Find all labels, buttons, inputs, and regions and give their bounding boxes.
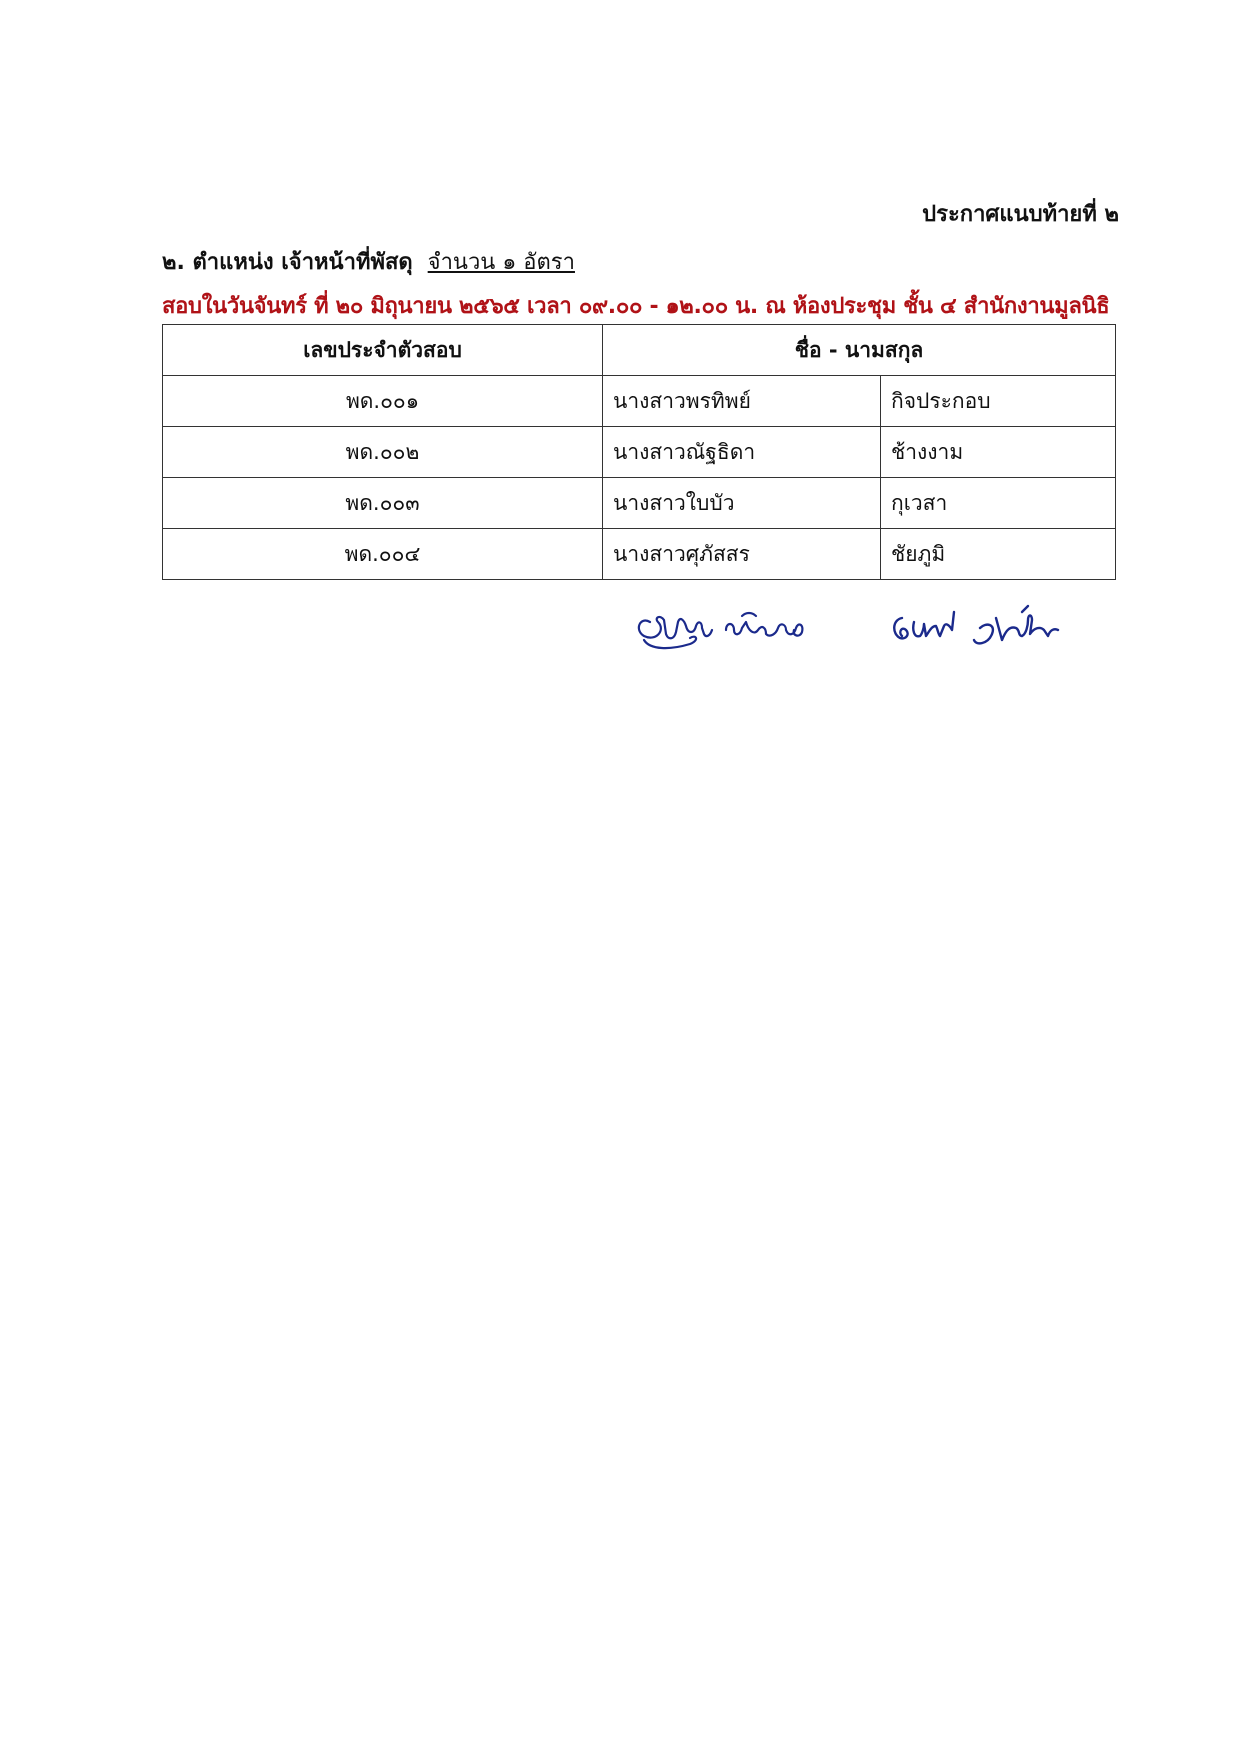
first-name-cell: นางสาวณัฐธิดา (603, 427, 881, 478)
first-name-cell: นางสาวศุภัสสร (603, 529, 881, 580)
table-row (163, 529, 1116, 580)
exam-id-cell: พด.๐๐๓ (163, 478, 603, 529)
header-full-name: ชื่อ - นามสกุล (603, 325, 1116, 376)
first-name-cell: นางสาวพรทิพย์ (603, 376, 881, 427)
exam-id-cell: พด.๐๐๑ (163, 376, 603, 427)
signatures (630, 600, 1100, 680)
header-exam-id: เลขประจำตัวสอบ (163, 325, 603, 376)
last-name-cell: ช้างงาม (881, 427, 1116, 478)
table-row (163, 376, 1116, 427)
table-header-row (163, 325, 1116, 376)
last-name-cell: ชัยภูมิ (881, 529, 1116, 580)
signature-left (639, 613, 803, 648)
candidates-table (162, 324, 1116, 580)
last-name-cell: กิจประกอบ (881, 376, 1116, 427)
exam-id-cell: พด.๐๐๔ (163, 529, 603, 580)
position-heading: ๒. ตำแหน่ง เจ้าหน้าที่พัสดุ (162, 250, 413, 275)
position-line (162, 244, 575, 279)
signature-right (894, 606, 1058, 643)
exam-schedule: สอบในวันจันทร์ ที่ ๒๐ มิถุนายน ๒๕๖๕ เวลา ๐๙.๐๐ - ๑๒.๐๐ น. ณ ห้องประชุม ชั้น ๔ สำนักงานมูลนิธิ (162, 294, 1110, 319)
position-count: จำนวน ๑ อัตรา (427, 250, 575, 275)
exam-id-cell: พด.๐๐๒ (163, 427, 603, 478)
last-name-cell: กุเวสา (881, 478, 1116, 529)
annex-title: ประกาศแนบท้ายที่ ๒ (922, 202, 1119, 227)
table-row (163, 478, 1116, 529)
table-row (163, 427, 1116, 478)
first-name-cell: นางสาวใบบัว (603, 478, 881, 529)
